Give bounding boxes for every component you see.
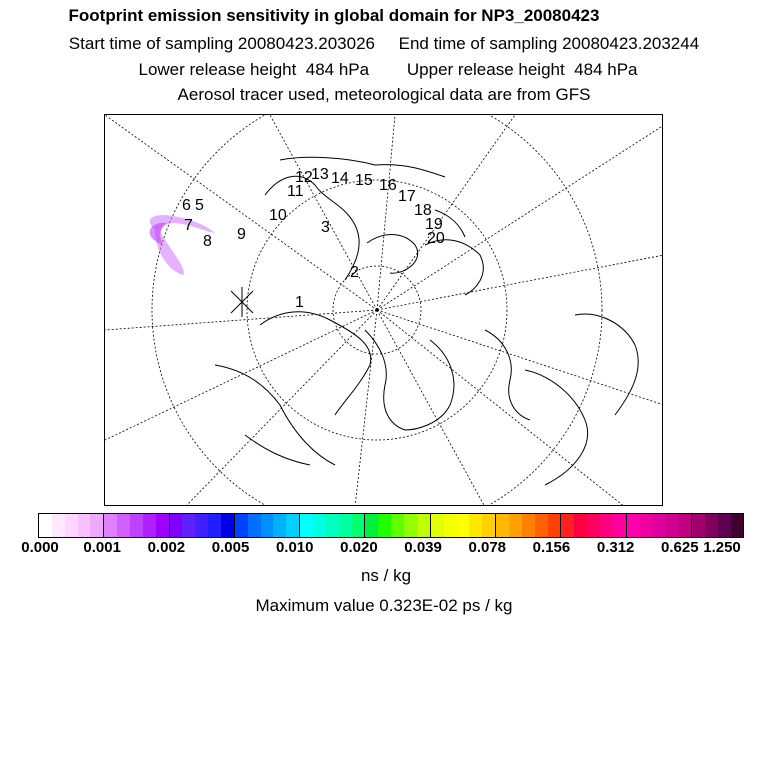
coastline-scandinavia: [485, 330, 530, 420]
colorbar-cell: [691, 514, 705, 537]
coastline-greenland-west: [260, 312, 371, 415]
colorbar-cell: [495, 514, 509, 537]
day-label-17: 17: [398, 188, 416, 205]
graticule: [105, 115, 663, 506]
colorbar-cell: [587, 514, 600, 537]
colorbar-cell: [248, 514, 261, 537]
colorbar-cell: [286, 514, 299, 537]
colorbar-cell: [364, 514, 378, 537]
day-labels: [182, 166, 445, 311]
meridian-line: [377, 310, 663, 405]
colorbar-tick-label: 0.039: [404, 539, 442, 556]
colorbar-cell: [52, 514, 65, 537]
colorbar-tick-label: 0.625: [661, 539, 699, 556]
meridian-line: [377, 115, 515, 310]
colorbar-cell: [417, 514, 430, 537]
colorbar-cell: [117, 514, 130, 537]
colorbar-cell: [143, 514, 156, 537]
meridian-line: [377, 310, 485, 506]
day-label-12: 12: [295, 169, 313, 186]
colorbar-cell: [378, 514, 391, 537]
colorbar-cell: [352, 514, 365, 537]
day-label-15: 15: [355, 172, 373, 189]
colorbar-cell: [731, 514, 744, 537]
colorbar-cell: [130, 514, 143, 537]
day-label-8: 8: [203, 233, 212, 250]
meridian-line: [105, 310, 377, 440]
page-title: Footprint emission sensitivity in global domain for NP3_20080423: [68, 6, 600, 25]
colorbar-cell: [90, 514, 103, 537]
release-height-line: Lower release height 484 hPa Upper release height 484 hPa: [138, 60, 638, 79]
coastline-taimyr: [367, 235, 418, 274]
colorbar-cell: [430, 514, 444, 537]
day-label-20: 20: [427, 230, 445, 247]
day-label-5: 5: [195, 197, 204, 214]
day-label-11: 11: [287, 183, 304, 200]
day-label-2: 2: [350, 264, 359, 281]
colorbar-cell: [457, 514, 470, 537]
map-panel: [104, 114, 663, 506]
map-canvas: [105, 115, 663, 506]
coastline-canada: [215, 365, 335, 465]
day-label-16: 16: [379, 177, 397, 194]
star-marker: [231, 287, 253, 317]
coastline-russia-west: [575, 314, 638, 415]
coastline-siberia: [265, 176, 359, 280]
colorbar-cell: [652, 514, 665, 537]
meridian-line: [377, 115, 395, 310]
colorbar-tick-label: 0.005: [211, 539, 250, 556]
colorbar-cell: [509, 514, 522, 537]
sampling-time-line: Start time of sampling 20080423.203026 End time of sampling 20080423.203244: [68, 34, 700, 53]
maximum-value-text: Maximum value 0.323E-02 ps / kg: [255, 596, 513, 615]
day-label-1: 1: [295, 294, 304, 311]
colorbar-tick-label: 1.250: [703, 539, 741, 556]
colorbar-cell: [169, 514, 183, 537]
colorbar-cell: [482, 514, 495, 537]
colorbar-cell: [678, 514, 691, 537]
colorbar-cell: [718, 514, 731, 537]
colorbar-tick-label: 0.312: [596, 539, 635, 556]
day-label-7: 7: [184, 217, 193, 234]
colorbar-cell: [600, 514, 613, 537]
colorbar-cell: [103, 514, 117, 537]
colorbar-cell: [548, 514, 561, 537]
day-label-14: 14: [331, 170, 349, 187]
colorbar-cell: [156, 514, 169, 537]
colorbar-cell: [444, 514, 457, 537]
meridian-line: [105, 115, 377, 310]
colorbar-cell: [339, 514, 352, 537]
colorbar-cell: [234, 514, 248, 537]
coastline-europe: [525, 370, 588, 485]
colorbar-cell: [613, 514, 626, 537]
coastline-greenland: [365, 330, 405, 430]
colorbar-cell: [273, 514, 286, 537]
day-label-9: 9: [237, 226, 246, 243]
tracer-info-line: Aerosol tracer used, meteorological data are from GFS: [177, 85, 591, 104]
colorbar: [38, 513, 744, 538]
colorbar-cell: [326, 514, 339, 537]
colorbar-cell: [640, 514, 653, 537]
colorbar-cell: [313, 514, 326, 537]
colorbar-cell: [261, 514, 274, 537]
day-label-18: 18: [414, 202, 432, 219]
coastline-north-sea: [425, 240, 483, 295]
colorbar-units: ns / kg: [360, 566, 412, 585]
colorbar-tick-label: 0.001: [83, 539, 121, 556]
colorbar-cell: [182, 514, 195, 537]
day-label-19: 19: [425, 216, 443, 233]
meridian-line: [377, 255, 663, 310]
colorbar-cell: [299, 514, 313, 537]
colorbar-tick-label: 0.010: [275, 539, 314, 556]
colorbar-cell: [560, 514, 574, 537]
colorbar-cell: [39, 514, 52, 537]
colorbar-tick-label: 0.002: [147, 539, 186, 556]
colorbar-cell: [208, 514, 221, 537]
colorbar-cell: [195, 514, 208, 537]
colorbar-tick-label: 0.156: [532, 539, 571, 556]
day-label-10: 10: [269, 207, 287, 224]
colorbar-cell: [535, 514, 548, 537]
colorbar-cell: [391, 514, 404, 537]
meridian-line: [377, 310, 625, 506]
colorbar-cell: [469, 514, 482, 537]
day-label-3: 3: [321, 219, 330, 236]
day-label-6: 6: [182, 197, 191, 214]
coastline-greenland-east: [405, 340, 454, 430]
colorbar-cell: [404, 514, 417, 537]
day-label-13: 13: [311, 166, 329, 183]
colorbar-cell: [705, 514, 718, 537]
colorbar-cell: [574, 514, 587, 537]
colorbar-cell: [522, 514, 535, 537]
colorbar-cell: [665, 514, 678, 537]
colorbar-cell: [626, 514, 640, 537]
colorbar-cell: [65, 514, 78, 537]
colorbar-tick-label: 0.078: [468, 539, 507, 556]
colorbar-tick-label: 0.000: [21, 539, 59, 556]
colorbar-tick-label: 0.020: [340, 539, 378, 556]
coastline-hudson: [245, 435, 310, 465]
colorbar-cell: [221, 514, 234, 537]
colorbar-cell: [78, 514, 91, 537]
